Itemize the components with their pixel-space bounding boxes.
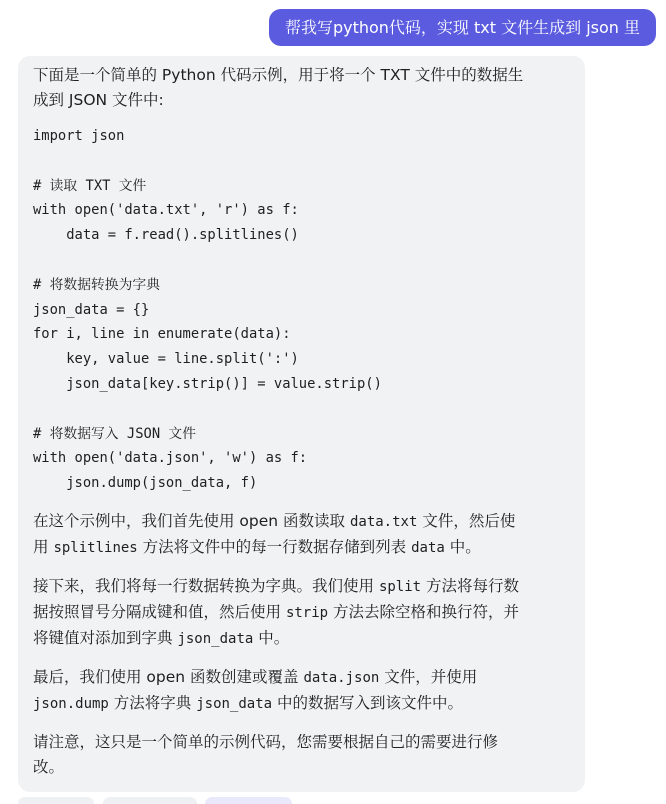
inline-code: json.dump — [33, 695, 109, 712]
inline-code: splitlines — [53, 539, 138, 556]
text-span: 最后，我们使用 open 函数创建或覆盖 — [33, 667, 304, 686]
inline-code: data — [411, 539, 445, 556]
text-span: 据按照冒号分隔成键和值，然后使用 — [33, 602, 286, 621]
text-span: 文件，然后使 — [417, 511, 516, 530]
code-line: for i, line in enumerate(data): — [33, 326, 291, 343]
text-span: 用 — [33, 537, 54, 556]
inline-code: data.json — [303, 669, 380, 686]
suggestion-chip[interactable] — [205, 797, 292, 804]
intro-line-1: 下面是一个简单的 Python 代码示例，用于将一个 TXT 文件中的数据生 — [33, 66, 524, 84]
code-line: import json — [33, 128, 125, 144]
text-span: 方法将字典 — [108, 693, 197, 712]
code-line — [33, 149, 570, 174]
code-line: # 将数据写入 JSON 文件 — [33, 425, 197, 442]
note-paragraph — [33, 730, 570, 780]
code-line — [33, 248, 570, 273]
code-line: key, value = line.split(':') — [33, 351, 299, 368]
code-line: json_data[key.strip()] = value.strip() — [33, 375, 382, 392]
code-line — [33, 397, 570, 422]
inline-code: data.txt — [349, 513, 418, 530]
code-line: # 将数据转换为字典 — [33, 276, 160, 293]
text-span: 接下来，我们将每一行数据转换为字典。我们使用 — [33, 576, 379, 595]
code-line: with open('data.txt', 'r') as f: — [33, 202, 299, 219]
intro-paragraph — [33, 63, 570, 113]
suggestion-chip[interactable] — [18, 797, 94, 804]
code-line: data = f.read().splitlines() — [33, 227, 299, 244]
explanation-paragraph-3 — [33, 665, 570, 717]
text-span: 文件，并使用 — [379, 667, 478, 686]
code-line: # 读取 TXT 文件 — [33, 177, 147, 194]
text-span: 请注意，这只是一个简单的示例代码，您需要根据自己的需要进行修 — [33, 732, 499, 751]
text-span: 改。 — [33, 757, 65, 776]
inline-code: split — [378, 578, 422, 595]
text-span: 方法将文件中的每一行数据存储到列表 — [137, 537, 412, 556]
user-message-bubble: 帮我写python代码，实现 txt 文件生成到 json 里 — [269, 9, 656, 46]
code-line: json.dump(json_data, f) — [33, 475, 258, 492]
code-line: json_data = {} — [33, 301, 150, 318]
code-line: with open('data.json', 'w') as f: — [33, 450, 308, 467]
inline-code: json_data — [177, 630, 254, 647]
assistant-message-bubble — [18, 56, 585, 792]
text-span: 中的数据写入到该文件中。 — [272, 693, 464, 712]
explanation-paragraph-1 — [33, 509, 570, 561]
suggestion-chip[interactable] — [103, 797, 197, 804]
explanation-paragraph-2 — [33, 574, 570, 652]
inline-code: strip — [285, 604, 329, 621]
text-span: 中。 — [444, 537, 481, 556]
text-span: 方法将每行数 — [421, 576, 520, 595]
intro-line-2: 成到 JSON 文件中: — [33, 91, 164, 109]
text-span: 将键值对添加到字典 — [33, 628, 178, 647]
code-block — [33, 124, 570, 496]
inline-code: json_data — [196, 695, 273, 712]
text-span: 在这个示例中，我们首先使用 open 函数读取 — [33, 511, 350, 530]
text-span: 方法去除空格和换行符，并 — [328, 602, 520, 621]
text-span: 中。 — [253, 628, 290, 647]
